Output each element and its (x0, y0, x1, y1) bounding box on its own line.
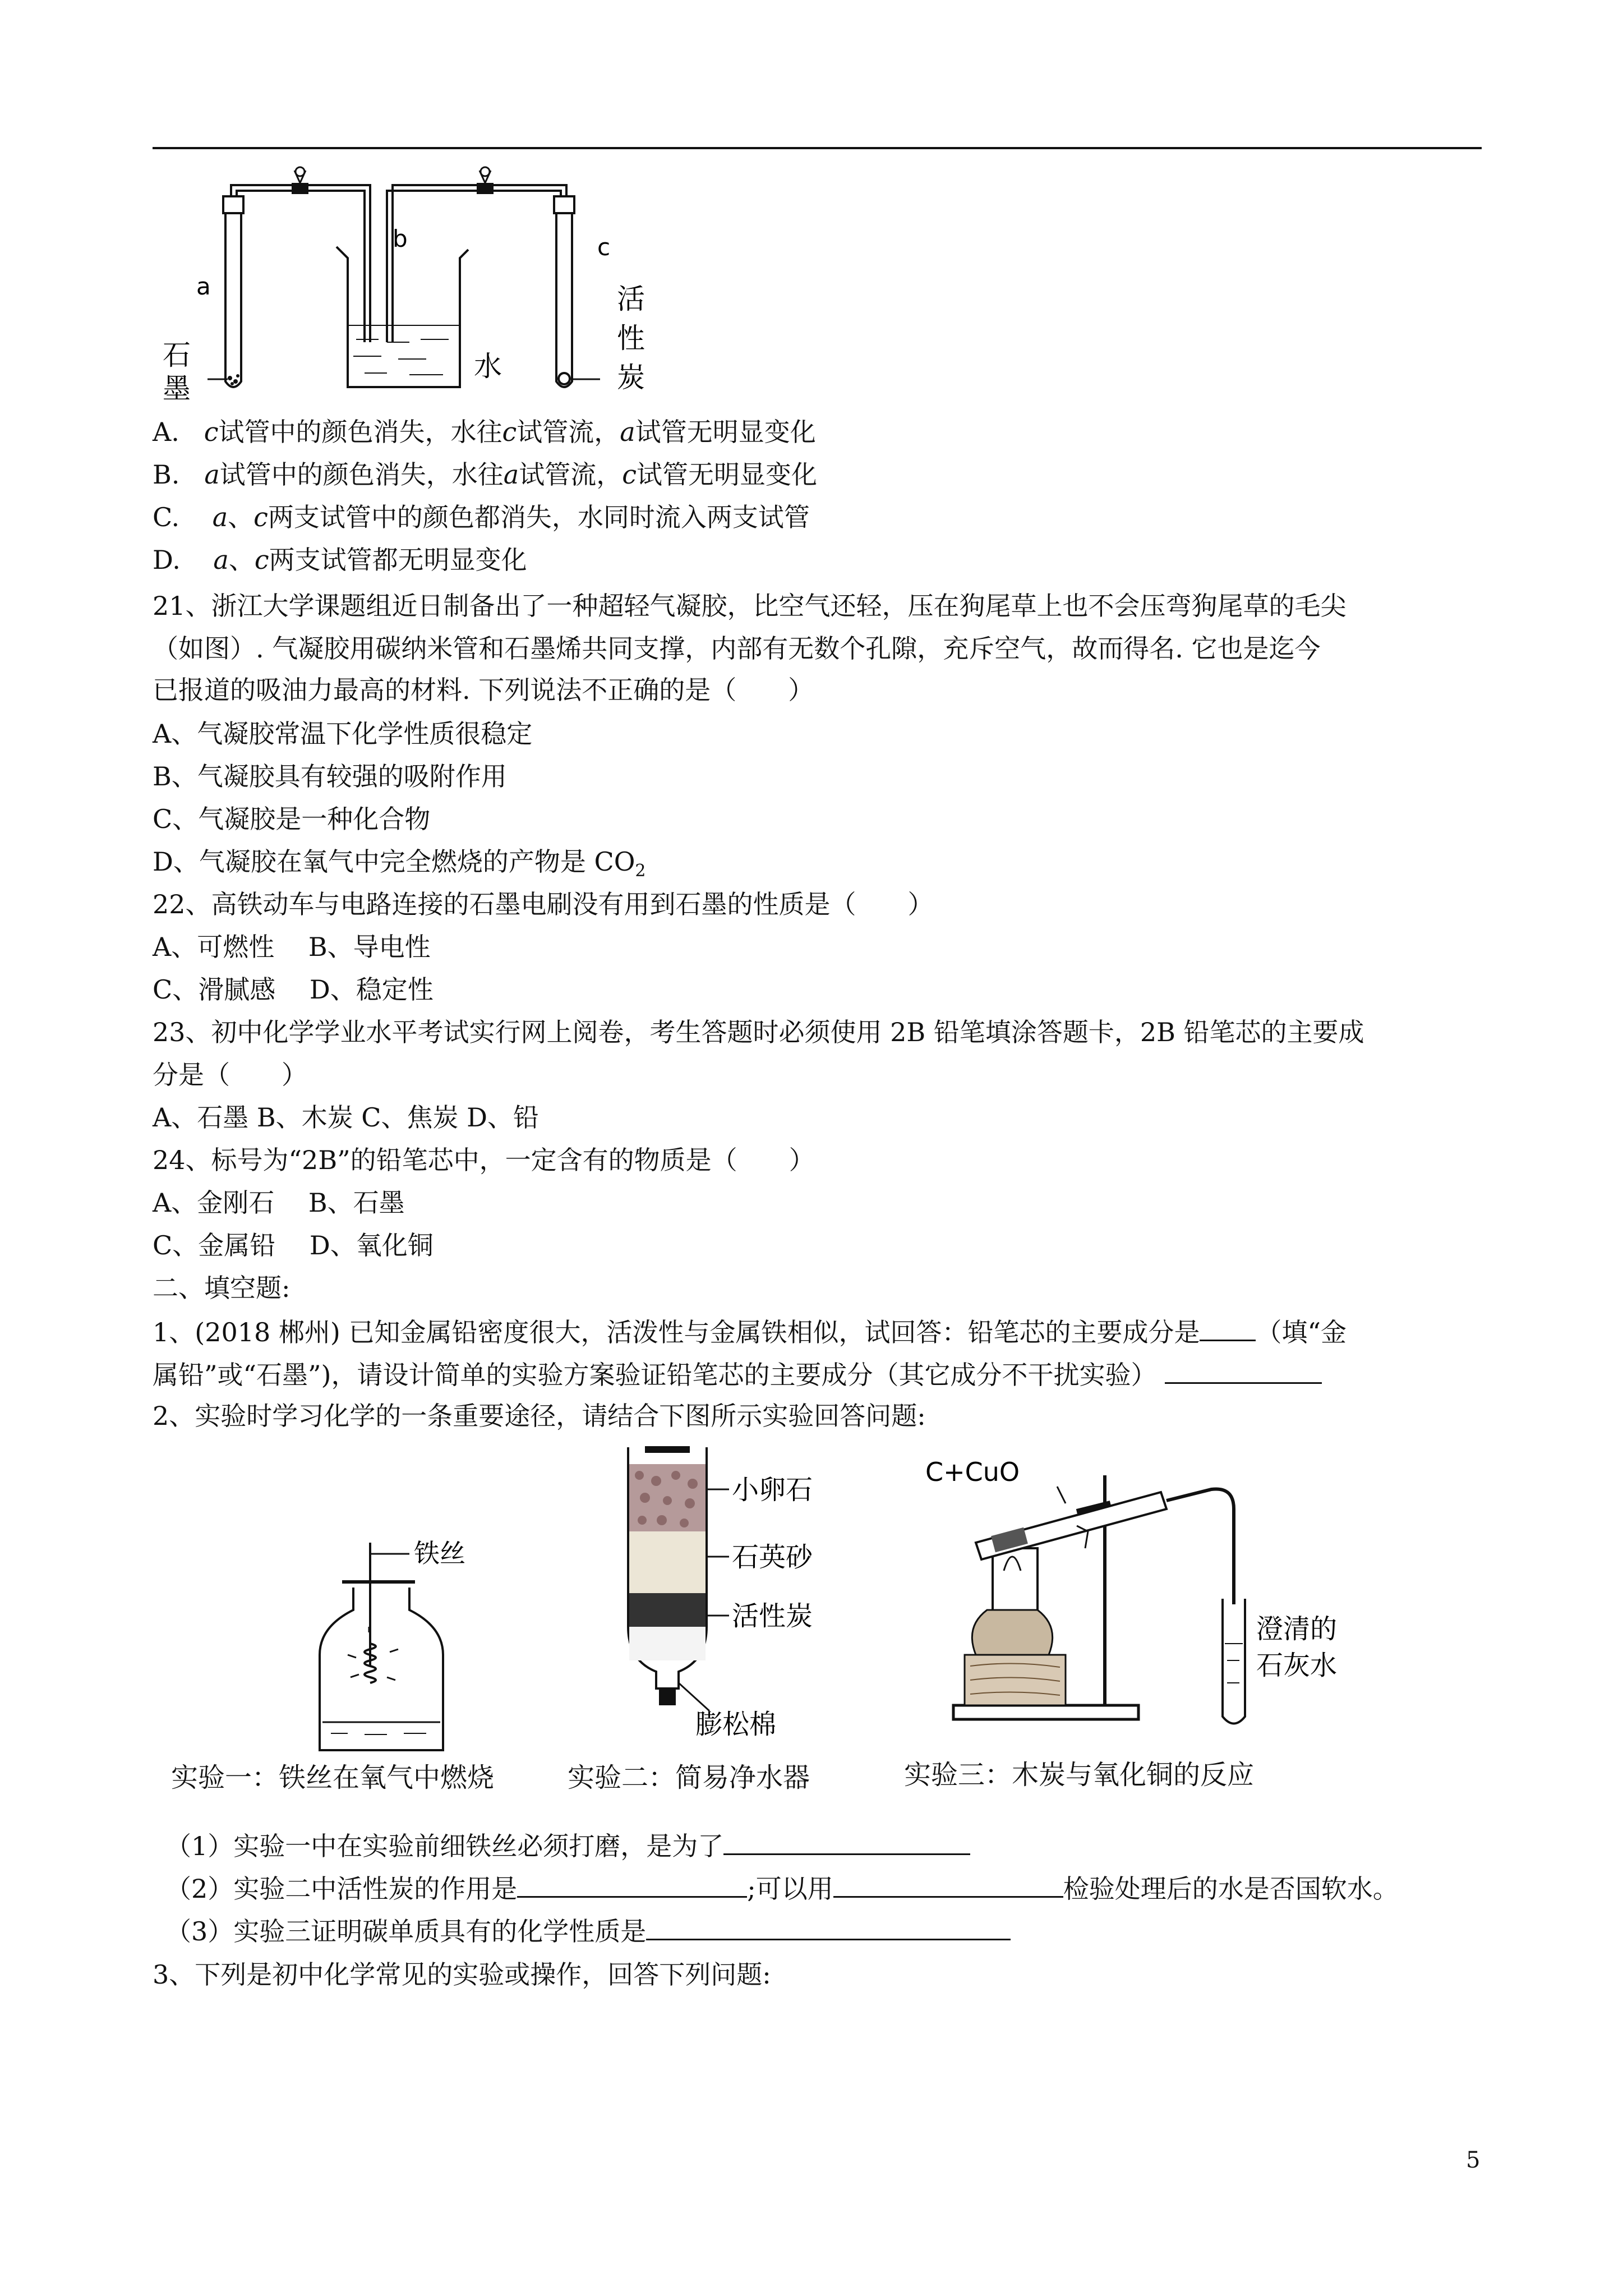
page-number: 5 (1466, 2147, 1481, 2173)
delivery-tube (1166, 1489, 1234, 1604)
fill1-blank-1[interactable] (1200, 1314, 1256, 1341)
label-b: b (393, 225, 408, 252)
exp2-layer-cotton: 膨松棉 (695, 1709, 777, 1740)
header-rule (153, 147, 1482, 149)
q23-line-2: 分是（ ） (153, 1060, 307, 1090)
prev-option-c: C. a、c两支试管中的颜色都消失，水同时流入两支试管 (153, 502, 810, 532)
exp1-caption: 实验一：铁丝在氧气中燃烧 (171, 1762, 495, 1793)
q23-line-1: 23、初中化学学业水平考试实行网上阅卷，考生答题时必须使用 2B 铅笔填涂答题卡，2B 铅笔芯的主要成 (153, 1017, 1364, 1047)
label-water: 水 (474, 350, 502, 383)
exp2-caption: 实验二：简易净水器 (568, 1762, 810, 1793)
experiment-3-figure (920, 1458, 1357, 1750)
fill2-sub-1: （1）实验一中在实验前细铁丝必须打磨，是为了 (165, 1828, 970, 1863)
exp3-caption: 实验三：木炭与氧化铜的反应 (904, 1759, 1255, 1791)
q21-option-a: A、气凝胶常温下化学性质很稳定 (153, 719, 533, 749)
label-c: c (597, 233, 611, 261)
label-charcoal-2: 性 (617, 322, 645, 355)
q22-options-2: C、滑腻感 D、稳定性 (153, 974, 434, 1005)
charcoal-lump (559, 373, 570, 384)
q21-line-2: （如图）. 气凝胶用碳纳米管和石墨烯共同支撑，内部有无数个孔隙，充斥空气，故而得名. 它也是迄今 (153, 633, 1321, 664)
exp3-limewater-label-2: 石灰水 (1256, 1650, 1338, 1681)
clamp-right-icon (477, 167, 494, 194)
test-tube-c (554, 196, 574, 387)
exp3-reagent-label: C+CuO (925, 1457, 1020, 1487)
test-tube-horizontal (976, 1492, 1166, 1559)
q21-line-1: 21、浙江大学课题组近日制备出了一种超轻气凝胶，比空气还轻，压在狗尾草上也不会压弯狗尾草的毛尖 (153, 591, 1347, 621)
clamp-left-icon (292, 167, 308, 194)
experiment-2-figure (611, 1436, 847, 1750)
q22-options-1: A、可燃性 B、导电性 (153, 932, 431, 962)
exp2-layer-pebbles: 小卵石 (732, 1474, 813, 1506)
q21-option-b: B、气凝胶具有较强的吸附作用 (153, 761, 507, 792)
q21-option-d: D、气凝胶在氧气中完全燃烧的产物是 $CO_2$ (153, 846, 646, 881)
label-charcoal-3: 炭 (617, 361, 645, 394)
fill1-blank-2[interactable] (1165, 1356, 1322, 1384)
test-tube-a (223, 196, 243, 387)
q21-option-c: C、气凝胶是一种化合物 (153, 804, 431, 834)
label-graphite-1: 石 (163, 339, 191, 371)
fill3-stem: 3、下列是初中化学常见的实验或操作，回答下列问题: (153, 1959, 771, 1990)
fill2-blank-1[interactable] (723, 1828, 970, 1855)
experiment-1-figure (297, 1531, 533, 1756)
q24-options-2: C、金属铅 D、氧化铜 (153, 1230, 434, 1260)
quartz-sand-layer (629, 1531, 706, 1593)
graphite-particles (228, 374, 239, 385)
fill1-line-1: 1、(2018 郴州) 已知金属铅密度很大，活泼性与金属铁相似，试回答：铅笔芯的主要成分是 （填“金 (153, 1314, 1347, 1349)
fill2-blank-2a[interactable] (517, 1870, 747, 1898)
section-fill-in-title: 二、填空题: (153, 1273, 291, 1303)
activated-carbon-layer (629, 1593, 706, 1627)
q23-options: A、石墨 B、木炭 C、焦炭 D、铅 (153, 1102, 539, 1133)
fill2-sub-2: （2）实验二中活性炭的作用是 ;可以用 检验处理后的水是否国软水。 (165, 1870, 1399, 1906)
fill2-stem: 2、实验时学习化学的一条重要途径，请结合下图所示实验回答问题: (153, 1401, 926, 1431)
fill2-blank-2b[interactable] (833, 1870, 1063, 1898)
fill2-sub-3: （3）实验三证明碳单质具有的化学性质是 (165, 1913, 1011, 1948)
label-graphite-2: 墨 (163, 372, 191, 405)
limewater-tube (1223, 1599, 1245, 1724)
figure-tubes-apparatus (163, 163, 690, 409)
label-a: a (196, 273, 211, 300)
connecting-tube-right (387, 185, 566, 342)
prev-option-b: B. a试管中的颜色消失，水往a试管流，c试管无明显变化 (153, 459, 817, 490)
exp1-wire-label: 铁丝 (414, 1538, 465, 1568)
prev-option-d: D. a、c两支试管都无明显变化 (153, 545, 527, 575)
connecting-tube-left (231, 185, 370, 342)
label-charcoal-1: 活 (617, 283, 645, 315)
beaker (336, 247, 468, 387)
q24-stem: 24、标号为“2B”的铅笔芯中，一定含有的物质是（ ） (153, 1145, 815, 1175)
q21-line-3: 已报道的吸油力最高的材料. 下列说法不正确的是（ ） (153, 675, 814, 705)
q24-options-1: A、金刚石 B、石墨 (153, 1188, 405, 1218)
cotton-layer (629, 1627, 706, 1660)
exp3-limewater-label-1: 澄清的 (1256, 1613, 1338, 1645)
q22-stem: 22、高铁动车与电路连接的石墨电刷没有用到石墨的性质是（ ） (153, 889, 934, 919)
prev-option-a: A. c试管中的颜色消失，水往c试管流，a试管无明显变化 (153, 417, 816, 447)
fill2-blank-3[interactable] (646, 1913, 1011, 1940)
exp2-layer-quartz: 石英砂 (732, 1542, 813, 1573)
alcohol-lamp (972, 1610, 1052, 1655)
fill1-line-2: 属铅”或“石墨”)，请设计简单的实验方案验证铅笔芯的主要成分（其它成分不干扰实验） (153, 1356, 1322, 1392)
exp2-layer-carbon: 活性炭 (732, 1600, 813, 1632)
